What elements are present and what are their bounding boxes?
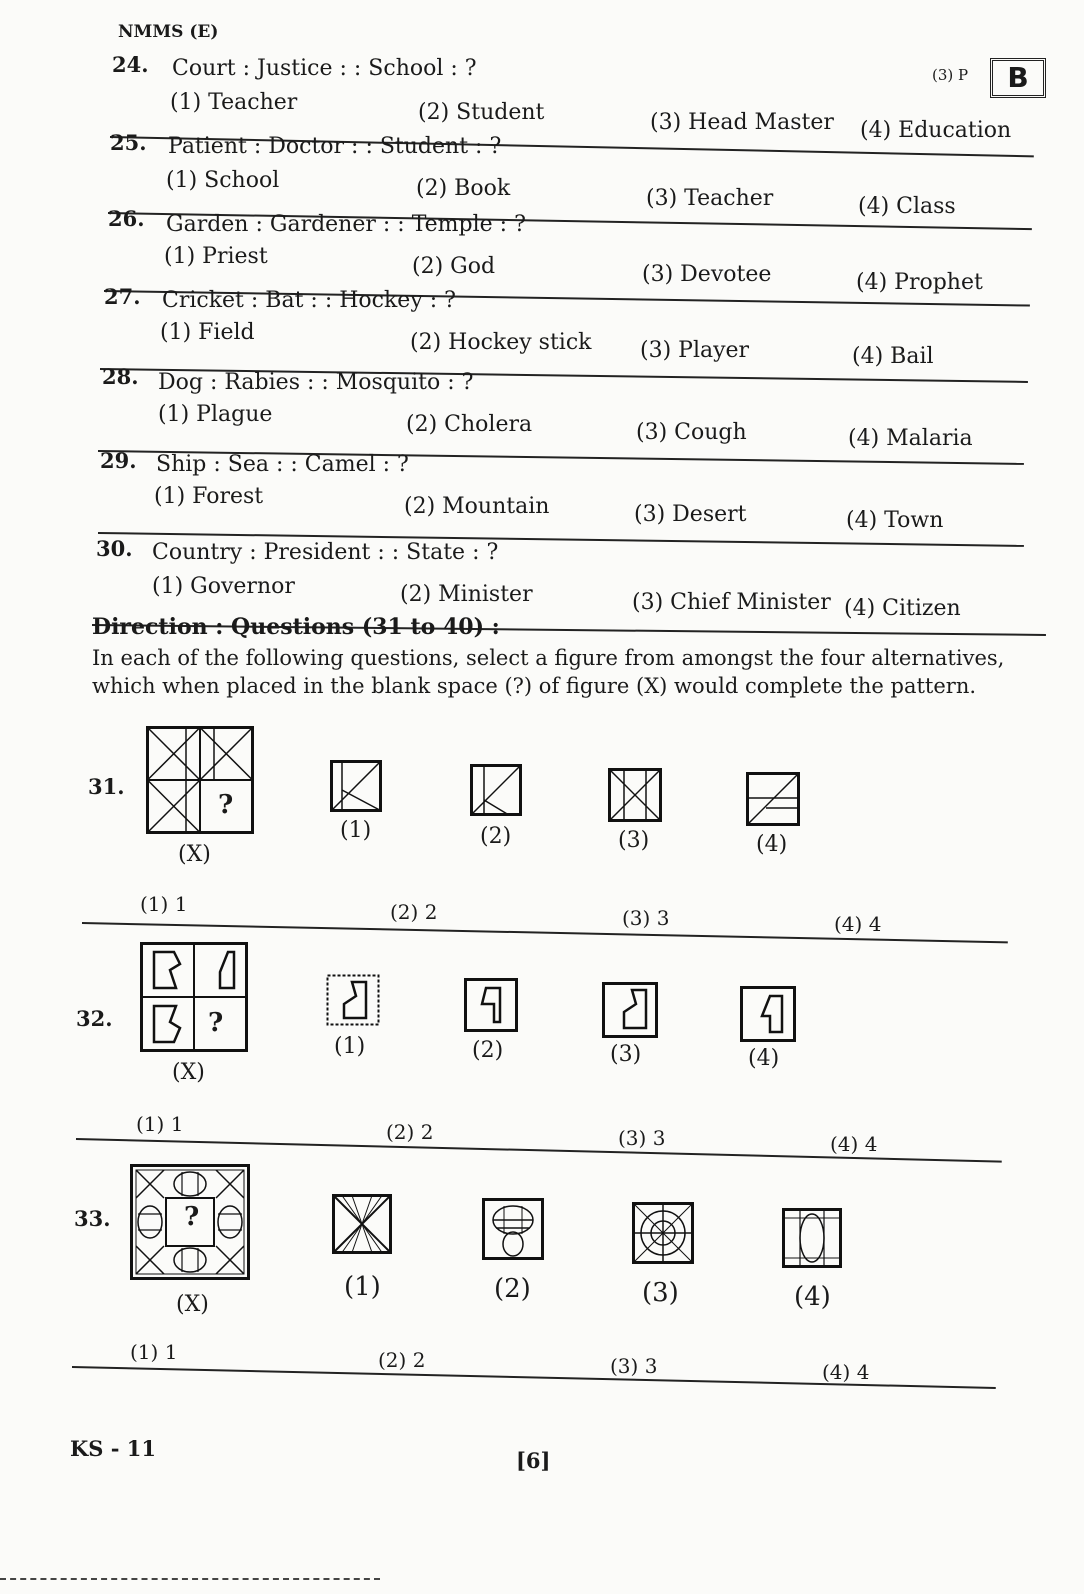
option-figure-2-label: (2): [480, 824, 512, 849]
answer-option-3[interactable]: (3) 3: [618, 1126, 666, 1150]
option-figure-1-label: (1): [334, 1034, 366, 1059]
answer-option-2[interactable]: (2) 2: [390, 900, 438, 924]
figure-x-label: (X): [172, 1060, 205, 1085]
option-figure-1-label: (1): [340, 818, 372, 843]
option-figure-2[interactable]: [482, 1198, 544, 1260]
question-text: Country : President : : State : ?: [152, 540, 499, 565]
option-3[interactable]: (3) Head Master: [650, 110, 834, 135]
question-number: 31.: [88, 774, 125, 799]
option-figure-1[interactable]: [332, 1194, 392, 1254]
option-1[interactable]: (1) Plague: [158, 402, 273, 427]
question-number: 30.: [96, 536, 133, 561]
question-text: Cricket : Bat : : Hockey : ?: [162, 288, 456, 313]
question-mark: ?: [184, 1202, 200, 1232]
option-3[interactable]: (3) Teacher: [646, 186, 774, 211]
answer-option-1[interactable]: (1) 1: [130, 1340, 178, 1364]
direction-text: In each of the following questions, select a figure from amongst the four alternatives, which when placed in the blank space (?) of figure (X) would complete the pattern.: [92, 646, 1005, 698]
option-figure-3[interactable]: [608, 768, 662, 822]
option-4[interactable]: (4) Class: [858, 194, 956, 219]
option-2[interactable]: (2) God: [412, 254, 496, 279]
question-number: 25.: [110, 130, 147, 155]
option-figure-4-label: (4): [748, 1046, 780, 1071]
option-2[interactable]: (2) Hockey stick: [410, 330, 592, 355]
page-number: [6]: [516, 1448, 551, 1473]
option-1[interactable]: (1) Forest: [154, 484, 264, 509]
option-3[interactable]: (3) Chief Minister: [632, 590, 831, 615]
option-figure-2[interactable]: [470, 764, 522, 816]
paper-code: KS - 11: [70, 1436, 156, 1461]
exam-header: NMMS (E): [118, 22, 219, 42]
option-figure-4-label: (4): [756, 832, 788, 857]
answer-option-1[interactable]: (1) 1: [140, 892, 188, 916]
option-4[interactable]: (4) Bail: [852, 344, 934, 369]
option-4[interactable]: (4) Prophet: [856, 270, 983, 295]
option-figure-1[interactable]: [330, 760, 382, 812]
option-figure-3-label: (3): [610, 1042, 642, 1067]
question-number: 24.: [112, 52, 149, 77]
answer-option-1[interactable]: (1) 1: [136, 1112, 184, 1136]
option-figure-2-label: (2): [494, 1274, 531, 1304]
option-figure-3[interactable]: [632, 1202, 694, 1264]
option-figure-3[interactable]: [602, 982, 658, 1038]
answer-option-3[interactable]: (3) 3: [622, 906, 670, 930]
option-figure-3-label: (3): [642, 1278, 679, 1308]
option-figure-4[interactable]: [782, 1208, 842, 1268]
option-1[interactable]: (1) Governor: [152, 574, 295, 599]
figure-x-label: (X): [178, 842, 211, 867]
option-1[interactable]: (1) School: [166, 168, 280, 193]
option-3[interactable]: (3) Player: [640, 338, 750, 363]
question-text: Ship : Sea : : Camel : ?: [156, 452, 409, 477]
question-text: Garden : Gardener : : Temple : ?: [166, 212, 526, 237]
option-2[interactable]: (2) Minister: [400, 582, 533, 607]
set-code: (3) P: [932, 66, 969, 84]
option-1[interactable]: (1) Field: [160, 320, 255, 345]
question-number: 33.: [74, 1206, 111, 1231]
figure-x: [146, 726, 254, 834]
figure-x: [140, 942, 248, 1052]
option-2[interactable]: (2) Student: [418, 100, 545, 125]
option-3[interactable]: (3) Desert: [634, 502, 747, 527]
answer-option-3[interactable]: (3) 3: [610, 1354, 658, 1378]
option-1[interactable]: (1) Priest: [164, 244, 268, 269]
answer-option-2[interactable]: (2) 2: [378, 1348, 426, 1372]
option-2[interactable]: (2) Book: [416, 176, 511, 201]
cut-line: [0, 1578, 380, 1580]
option-figure-1[interactable]: [326, 974, 380, 1026]
option-2[interactable]: (2) Cholera: [406, 412, 533, 437]
question-number: 26.: [108, 206, 145, 231]
option-2[interactable]: (2) Mountain: [404, 494, 550, 519]
option-4[interactable]: (4) Malaria: [848, 426, 973, 451]
direction-title: Direction : Questions (31 to 40) :: [92, 614, 500, 640]
question-number: 29.: [100, 448, 137, 473]
option-figure-3-label: (3): [618, 828, 650, 853]
option-1[interactable]: (1) Teacher: [170, 90, 298, 115]
question-number: 32.: [76, 1006, 113, 1031]
figure-x-label: (X): [176, 1292, 209, 1317]
option-3[interactable]: (3) Devotee: [642, 262, 772, 287]
option-figure-4-label: (4): [794, 1282, 831, 1312]
question-text: Court : Justice : : School : ?: [172, 56, 477, 81]
option-figure-1-label: (1): [344, 1272, 381, 1302]
question-text: Patient : Doctor : : Student : ?: [168, 134, 502, 159]
answer-option-4[interactable]: (4) 4: [822, 1360, 870, 1384]
answer-option-4[interactable]: (4) 4: [834, 912, 882, 936]
question-number: 28.: [102, 364, 139, 389]
option-figure-4[interactable]: [740, 986, 796, 1042]
set-letter-box: B: [990, 58, 1046, 98]
option-4[interactable]: (4) Citizen: [844, 596, 961, 621]
option-figure-2[interactable]: [464, 978, 518, 1032]
answer-option-2[interactable]: (2) 2: [386, 1120, 434, 1144]
option-4[interactable]: (4) Education: [860, 118, 1012, 143]
question-text: Dog : Rabies : : Mosquito : ?: [158, 370, 474, 395]
option-figure-2-label: (2): [472, 1038, 504, 1063]
option-3[interactable]: (3) Cough: [636, 420, 747, 445]
question-mark: ?: [218, 790, 234, 820]
option-4[interactable]: (4) Town: [846, 508, 944, 533]
option-figure-4[interactable]: [746, 772, 800, 826]
answer-option-4[interactable]: (4) 4: [830, 1132, 878, 1156]
question-mark: ?: [208, 1008, 224, 1038]
question-number: 27.: [104, 284, 141, 309]
